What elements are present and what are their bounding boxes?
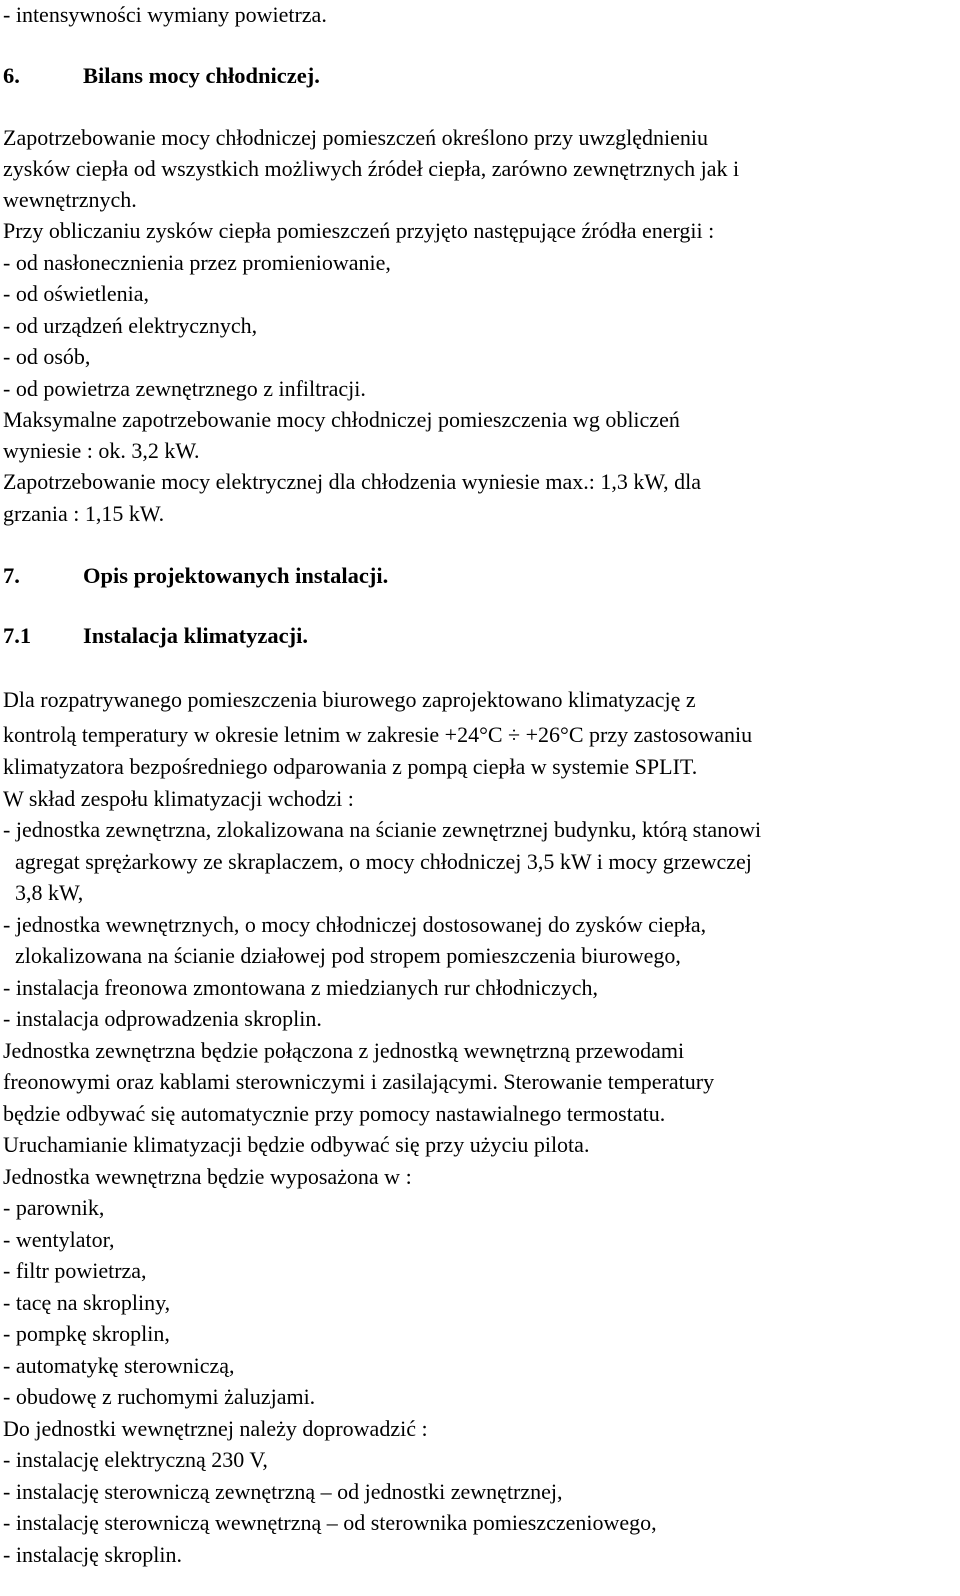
list-item: - jednostka zewnętrzna, zlokalizowana na ścianie zewnętrznej budynku, którą stanowi	[3, 817, 762, 842]
list-item: - instalację elektryczną 230 V,	[3, 1447, 268, 1472]
list-item: - parownik,	[3, 1195, 105, 1220]
section-number: 7.1	[3, 623, 32, 648]
list-item: - intensywności wymiany powietrza.	[3, 2, 327, 27]
section-title: Bilans mocy chłodniczej.	[83, 63, 320, 88]
list-item: - od nasłonecznienia przez promieniowanie,	[3, 250, 391, 275]
paragraph-line: kontrolą temperatury w okresie letnim w zakresie +24°C ÷ +26°C przy zastosowaniu	[3, 722, 753, 747]
section-heading-6	[3, 63, 320, 89]
list-item: - pompkę skroplin,	[3, 1321, 170, 1346]
paragraph-line: W skład zespołu klimatyzacji wchodzi :	[3, 786, 354, 811]
list-item: - filtr powietrza,	[3, 1258, 147, 1283]
paragraph-line: wewnętrznych.	[3, 187, 137, 212]
list-item: - instalacja odprowadzenia skroplin.	[3, 1006, 322, 1031]
paragraph-line: będzie odbywać się automatycznie przy pomocy nastawialnego termostatu.	[3, 1101, 666, 1126]
list-item: - od urządzeń elektrycznych,	[3, 313, 258, 338]
list-item: - od osób,	[3, 344, 91, 369]
paragraph-line: Dla rozpatrywanego pomieszczenia biurowego zaprojektowano klimatyzację z	[3, 687, 696, 712]
list-item: - obudowę z ruchomymi żaluzjami.	[3, 1384, 316, 1409]
section-number: 7.	[3, 563, 20, 588]
paragraph-line: Jednostka zewnętrzna będzie połączona z jednostką wewnętrzną przewodami	[3, 1038, 685, 1063]
list-item: - wentylator,	[3, 1227, 115, 1252]
paragraph-line: Do jednostki wewnętrznej należy doprowadzić :	[3, 1416, 428, 1441]
paragraph-line: wyniesie : ok. 3,2 kW.	[3, 438, 200, 463]
paragraph-line: freonowymi oraz kablami sterowniczymi i zasilającymi. Sterowanie temperatury	[3, 1069, 715, 1094]
list-item: - instalację sterowniczą wewnętrzną – od sterownika pomieszczeniowego,	[3, 1510, 657, 1535]
list-item: - instalacja freonowa zmontowana z miedzianych rur chłodniczych,	[3, 975, 598, 1000]
section-heading-7	[3, 563, 388, 589]
list-item-continuation: agregat sprężarkowy ze skraplaczem, o mocy chłodniczej 3,5 kW i mocy grzewczej	[15, 849, 752, 874]
list-item: - automatykę sterowniczą,	[3, 1353, 235, 1378]
paragraph-line: klimatyzatora bezpośredniego odparowania z pompą ciepła w systemie SPLIT.	[3, 754, 698, 779]
list-item-continuation: zlokalizowana na ścianie działowej pod stropem pomieszczenia biurowego,	[15, 943, 681, 968]
list-item: - jednostka wewnętrznych, o mocy chłodniczej dostosowanej do zysków ciepła,	[3, 912, 707, 937]
list-item: - od oświetlenia,	[3, 281, 150, 306]
section-title: Instalacja klimatyzacji.	[83, 623, 308, 648]
list-item: - tacę na skropliny,	[3, 1290, 171, 1315]
list-item: - od powietrza zewnętrznego z infiltracji.	[3, 376, 366, 401]
paragraph-line: zysków ciepła od wszystkich możliwych źródeł ciepła, zarówno zewnętrznych jak i	[3, 156, 740, 181]
list-item-continuation: 3,8 kW,	[15, 880, 84, 905]
paragraph-line: Przy obliczaniu zysków ciepła pomieszczeń przyjęto następujące źródła energii :	[3, 218, 715, 243]
paragraph-line: Jednostka wewnętrzna będzie wyposażona w :	[3, 1164, 412, 1189]
section-title: Opis projektowanych instalacji.	[83, 563, 389, 588]
paragraph-line: Zapotrzebowanie mocy chłodniczej pomieszczeń określono przy uwzględnieniu	[3, 125, 708, 150]
paragraph-line: Maksymalne zapotrzebowanie mocy chłodniczej pomieszczenia wg obliczeń	[3, 407, 680, 432]
paragraph-line: Uruchamianie klimatyzacji będzie odbywać się przy użyciu pilota.	[3, 1132, 590, 1157]
list-item: - instalację sterowniczą zewnętrzną – od jednostki zewnętrznej,	[3, 1479, 563, 1504]
list-item: - instalację skroplin.	[3, 1542, 183, 1567]
section-number: 6.	[3, 63, 20, 88]
paragraph-line: grzania : 1,15 kW.	[3, 501, 165, 526]
paragraph-line: Zapotrzebowanie mocy elektrycznej dla chłodzenia wyniesie max.: 1,3 kW, dla	[3, 469, 702, 494]
section-heading-7-1	[3, 623, 308, 649]
